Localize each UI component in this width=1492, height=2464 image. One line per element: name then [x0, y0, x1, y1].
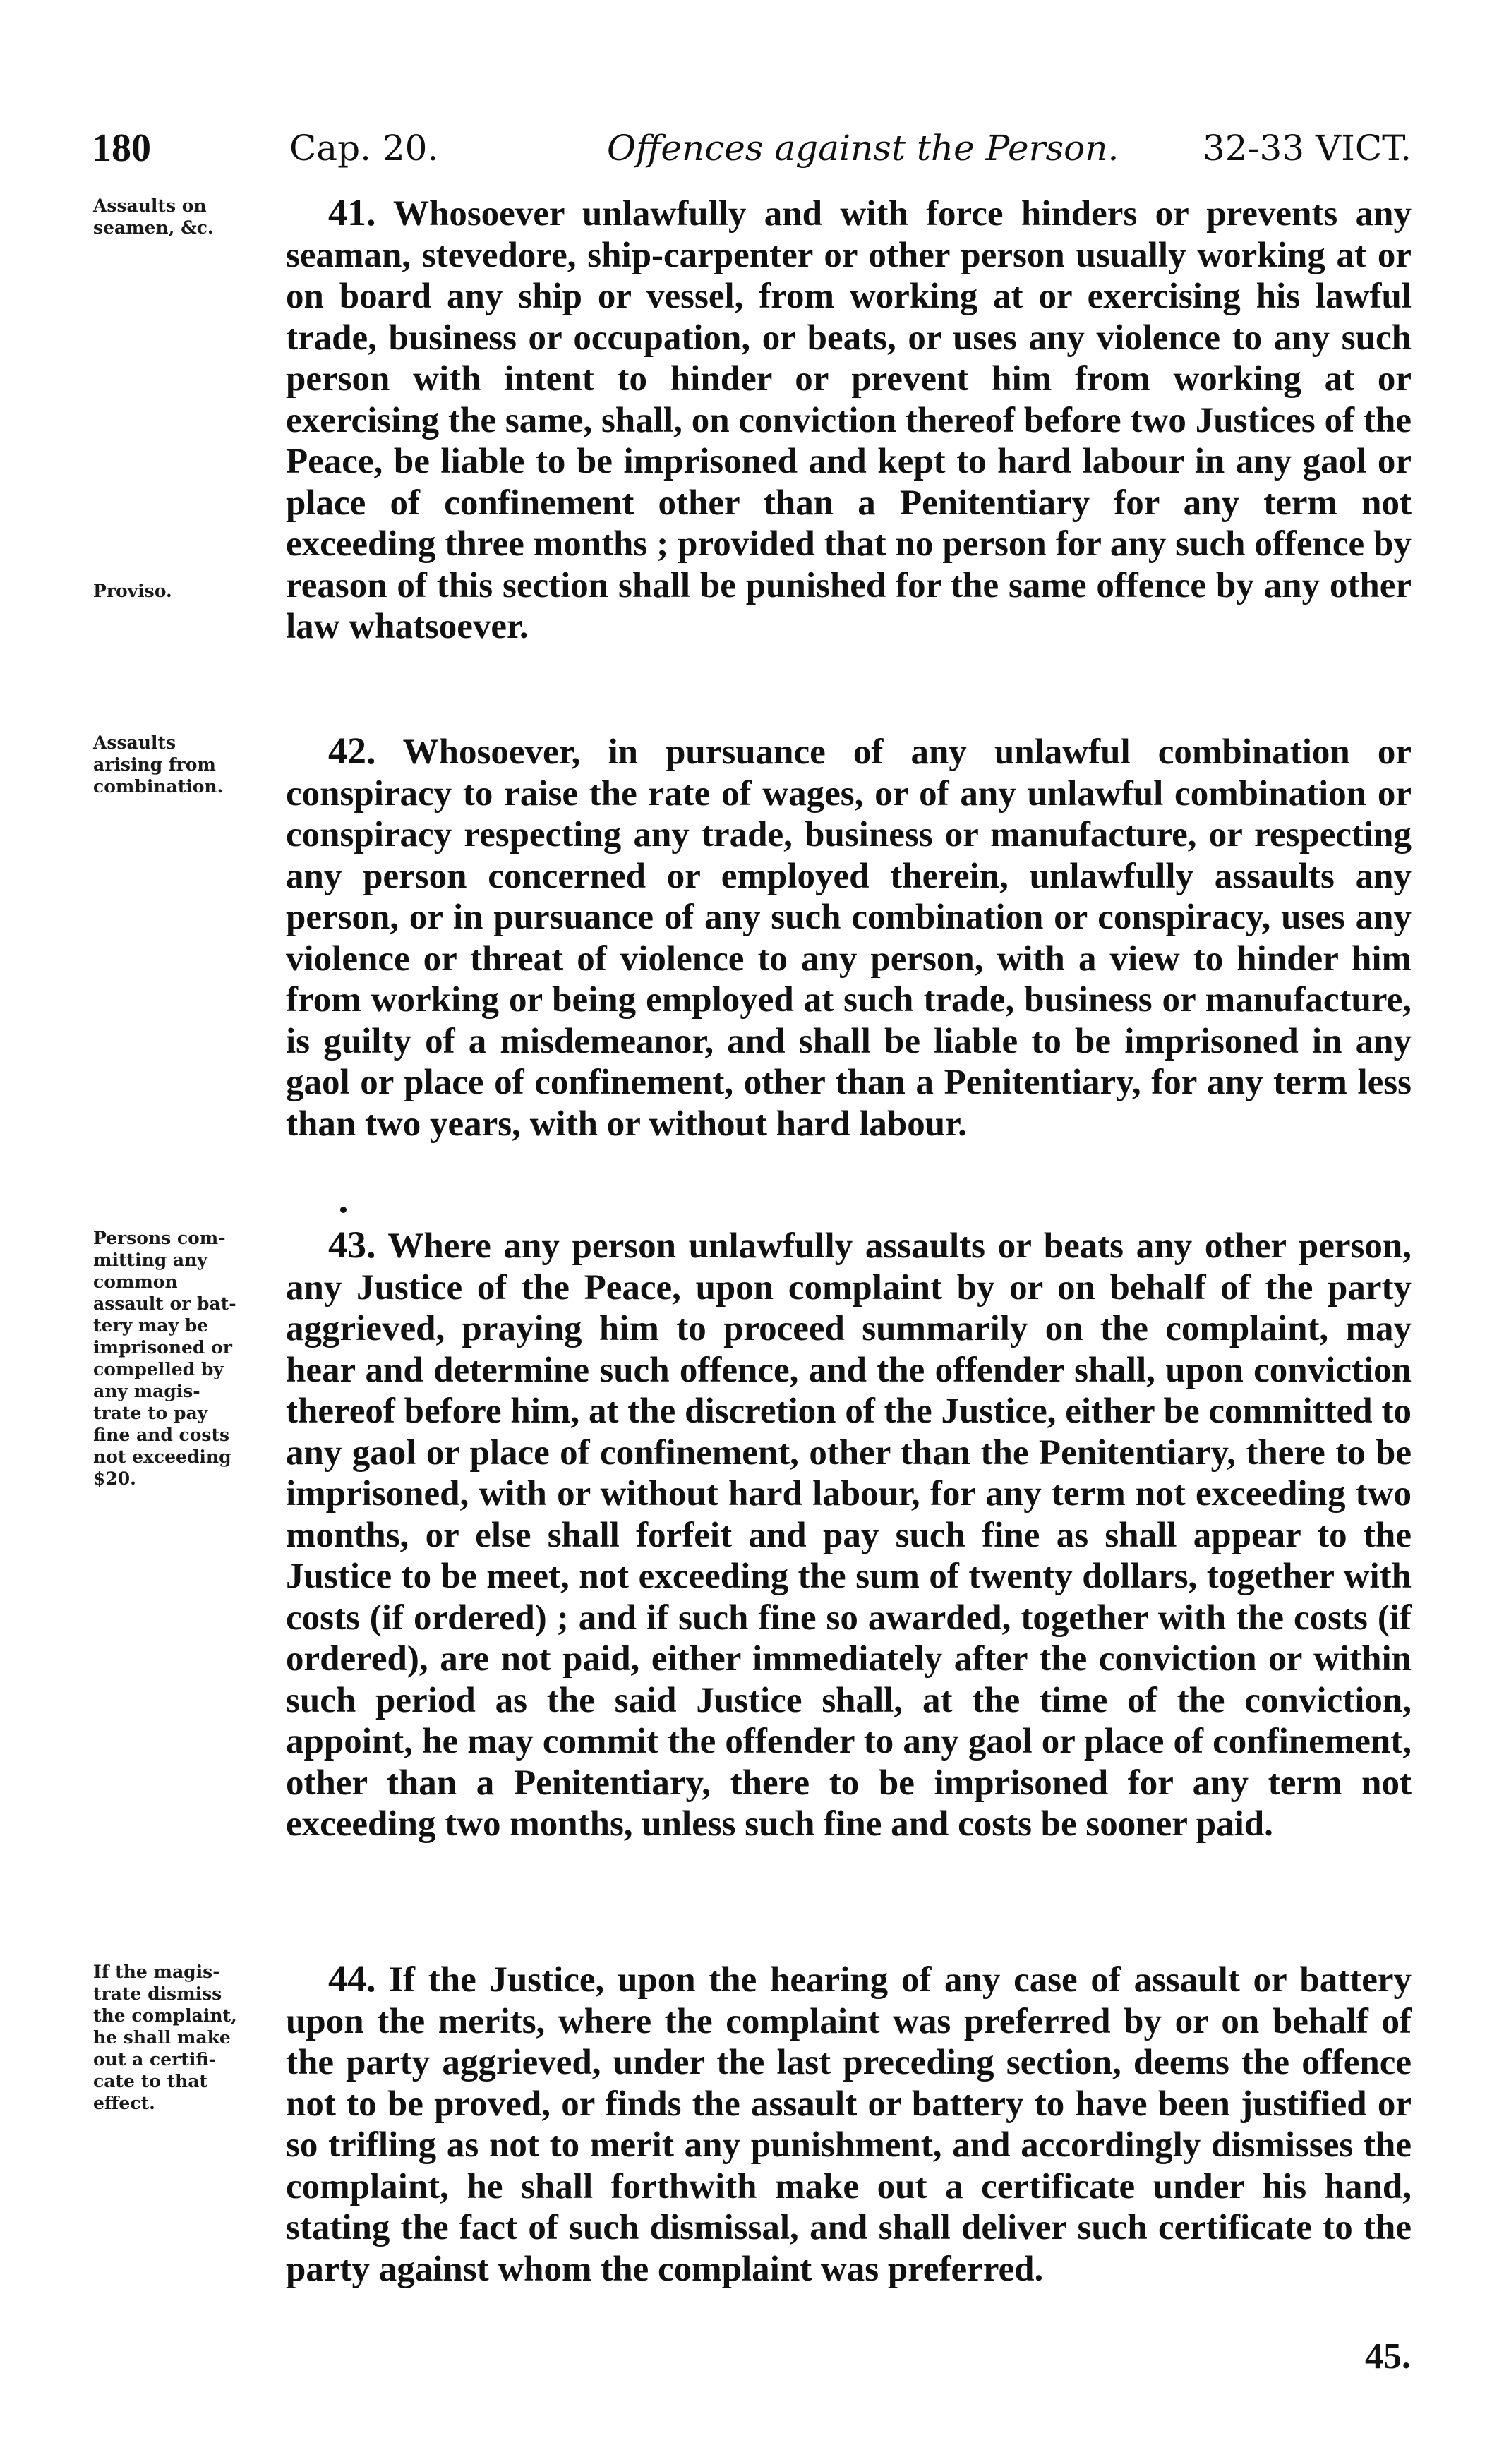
section-text: Whosoever unlawfully and with force hinders or prevents any seaman, stevedore, ship-carpenter or other person usually working at or on board any ship or vessel, from working at or exercising his lawful trade, business or occupation, or beats, or uses any violence to any such person with intent to hinder or prevent him from working at or exercising the same, shall, on conviction thereof before two Justices of the Peace, be liable to be imprisoned and kept to hard labour in any gaol or place of confinement other than a Penitentiary for any term not exceeding three months ; provided that no person for any such offence by reason of this section shall be punished for the same offence by any other law whatsoever.: [286, 194, 1412, 646]
sidenote-common-assault: Persons com- mitting any common assault or bat- tery may be imprisoned or compelled by any magis- trate to pay fine and costs not exceeding $20.: [93, 1228, 236, 1489]
sidenote-assaults-on-seamen: Assaults on seamen, &c.: [93, 195, 214, 238]
section-text: If the Justice, upon the hearing of any case of assault or battery upon the merits, where the complaint was preferred by or on behalf of the party aggrieved, under the last preceding section, deems the offence not to be proved, or finds the assault or battery to have been justified or so trifling as not to merit any punishment, and accordingly dismisses the complaint, he shall forthwith make out a certificate under his hand, stating the fact of such dismissal, and shall deliver such certificate to the party against whom the complaint was preferred.: [286, 1960, 1412, 2289]
page-number: 180: [92, 126, 151, 170]
section-text: Where any person unlawfully assaults or beats any other person, any Justice of the Peace, upon complaint by or on behalf of the party aggrieved, praying him to proceed summarily on the complaint, may hear and determine such offence, and the offender shall, upon conviction thereof before him, at the discretion of the Justice, either be committed to any gaol or place of confinement, other than the Penitentiary, there to be imprisoned, with or without hard labour, for any term not exceeding two months, or else shall forfeit and pay such fine as shall appear to the Justice to be meet, not exceeding the sum of twenty dollars, together with costs (if ordered) ; and if such fine so awarded, together with the costs (if ordered), are not paid, either immediately after the conviction or within such period as the said Justice shall, at the time of the conviction, appoint, he may commit the offender to any gaol or place of confinement, other than a Penitentiary, there to be imprisoned for any term not exceeding two months, unless such fine and costs be sooner paid.: [286, 1226, 1412, 1844]
section-paragraph: [286, 730, 1412, 1145]
sidenote-assaults-combination: Assaults arising from combination.: [93, 732, 224, 797]
catchword: 45.: [1365, 2336, 1411, 2377]
sidenote-proviso: Proviso.: [93, 581, 172, 601]
section-paragraph: [286, 1958, 1412, 2290]
section-number: 43.: [328, 1224, 376, 1266]
sidenote-dismissal-certificate: If the magis- trate dismiss the complaint, he shall make out a certifi- cate to that effect.: [93, 1962, 237, 2113]
running-header: [92, 120, 1412, 176]
section-number: 41.: [328, 191, 376, 234]
section-paragraph: [286, 1224, 1412, 1845]
running-title: Offences against the Person.: [607, 128, 1119, 169]
section-text: Whosoever, in pursuance of any unlawful combination or conspiracy to raise the rate of wages, or of any unlawful combination or conspiracy respecting any trade, business or manufacture, or respecting any person concerned or employed therein, unlawfully assaults any person, or in pursuance of any such combination or conspiracy, uses any violence or threat of violence to any person, with a view to hinder him from working or being employed at such trade, business or manufacture, is guilty of a misdemeanor, and shall be liable to be imprisoned in any gaol or place of confinement, other than a Penitentiary, for any term less than two years, with or without hard labour.: [286, 732, 1412, 1144]
chapter-label: Cap. 20.: [289, 128, 439, 169]
section-paragraph: [286, 192, 1412, 648]
session-label: 32-33 VICT.: [1202, 128, 1412, 169]
section-number: 44.: [328, 1957, 376, 2000]
section-number: 42.: [328, 730, 376, 772]
printed-dot-mark: [340, 1207, 347, 1213]
